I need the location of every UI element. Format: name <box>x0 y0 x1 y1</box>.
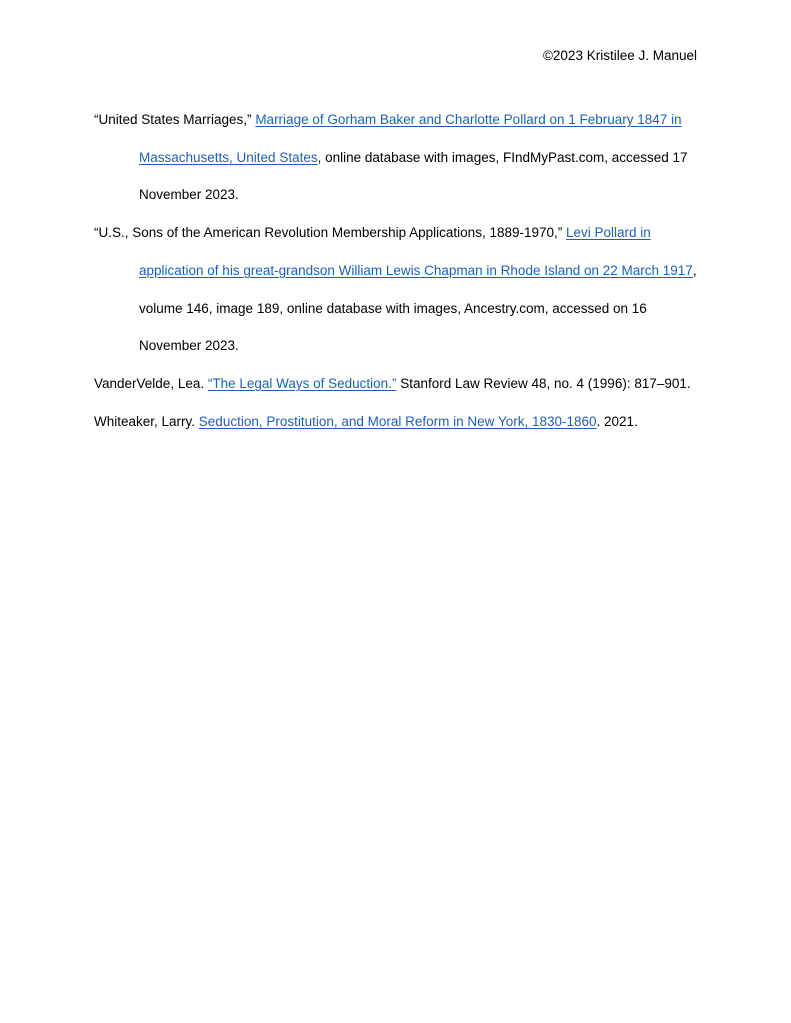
entry-text: , online database with images, FIndMyPast.com, accessed 17 November 2023. <box>139 149 688 203</box>
bibliography-entry-marriages <box>94 101 700 214</box>
entry-text: “United States Marriages,” <box>94 112 256 127</box>
bibliography-entry-vandervelde <box>94 365 700 403</box>
entry-text: Stanford Law Review 48, no. 4 (1996): 817–901. <box>396 375 691 391</box>
bibliography <box>94 101 700 440</box>
bibliography-entry-sar-applications <box>94 214 700 365</box>
legal-ways-of-seduction-link[interactable]: “The Legal Ways of Seduction.” <box>207 375 397 391</box>
marriage-record-link[interactable]: Marriage of Gorham Baker and Charlotte Pollard on 1 February 1847 in Massachusetts, United States <box>139 112 682 165</box>
entry-text: VanderVelde, Lea. <box>94 375 208 391</box>
copyright-header: ©2023 Kristilee J. Manuel <box>542 48 697 63</box>
entry-text: . 2021. <box>596 413 638 429</box>
levi-pollard-application-link[interactable]: Levi Pollard in application of his great-grandson William Lewis Chapman in Rhode Island on 22 March 1917 <box>139 225 693 278</box>
entry-text: “U.S., Sons of the American Revolution Membership Applications, 1889-1970,” <box>94 225 566 241</box>
seduction-prostitution-book-link[interactable]: Seduction, Prostitution, and Moral Reform in New York, 1830-1860 <box>198 413 597 429</box>
bibliography-entry-whiteaker <box>94 403 700 441</box>
entry-text: , volume 146, image 189, online database with images, Ancestry.com, accessed on 16 November 2023. <box>139 262 697 354</box>
entry-text: Whiteaker, Larry. <box>94 413 199 429</box>
